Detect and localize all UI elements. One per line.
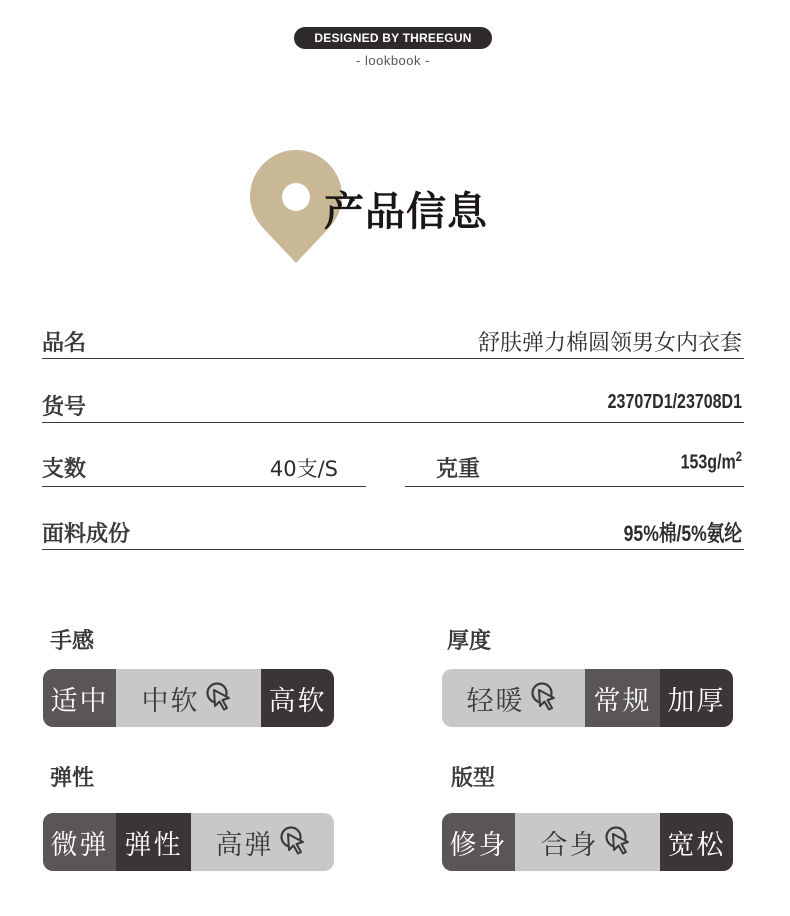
fit-scale: [442, 813, 733, 871]
weight-value: [596, 448, 742, 475]
divider: [42, 486, 366, 487]
yarn-count-label: 支数: [42, 457, 87, 482]
elasticity-option-selected: [191, 813, 334, 871]
divider: [42, 422, 744, 423]
fit-option: 修身: [442, 813, 515, 871]
feel-scale: [43, 669, 334, 727]
pointer-cursor-icon: [206, 682, 236, 714]
thickness-option-label: 轻暖: [466, 685, 525, 717]
yarn-count-value: 40支/S: [269, 457, 338, 481]
fit-option-selected: [515, 813, 660, 871]
product-name-label: 品名: [42, 331, 87, 356]
feel-option-label: 中软: [141, 685, 200, 717]
item-code-value: 23707D1/23708D1: [607, 391, 742, 413]
weight-label: 克重: [436, 457, 481, 482]
divider: [42, 549, 744, 550]
fit-option: 宽松: [660, 813, 733, 871]
pointer-cursor-icon: [531, 682, 561, 714]
thickness-option: 加厚: [660, 669, 733, 727]
feel-option: 适中: [43, 669, 116, 727]
weight-number: 153g/m: [680, 451, 736, 474]
elasticity-scale: [43, 813, 334, 871]
thickness-option: 常规: [585, 669, 660, 727]
pointer-cursor-icon: [280, 826, 310, 858]
fit-label: 版型: [451, 766, 496, 791]
thickness-label: 厚度: [447, 629, 492, 654]
fit-option-label: 合身: [540, 829, 599, 861]
brand-badge: DESIGNED BY THREEGUN: [294, 27, 492, 49]
feel-option-selected: [116, 669, 261, 727]
elasticity-label: 弹性: [50, 766, 95, 791]
product-name-value: 舒肤弹力棉圆领男女内衣套: [477, 331, 742, 356]
item-code-label: 货号: [42, 395, 87, 420]
feel-option: 高软: [261, 669, 334, 727]
fabric-value: 95%棉/5%氨纶: [623, 521, 742, 546]
feel-label: 手感: [50, 629, 95, 654]
divider: [405, 486, 744, 487]
elasticity-option-label: 高弹: [215, 829, 274, 861]
section-title: 产品信息: [324, 189, 488, 235]
elasticity-option: 微弹: [43, 813, 116, 871]
lookbook-subtitle: - lookbook -: [356, 53, 430, 68]
weight-superscript: 2: [735, 448, 742, 464]
elasticity-option: 弹性: [116, 813, 191, 871]
thickness-scale: [442, 669, 733, 727]
pointer-cursor-icon: [605, 826, 635, 858]
fabric-label: 面料成份: [42, 522, 131, 547]
thickness-option-selected: [442, 669, 585, 727]
divider: [42, 358, 744, 359]
